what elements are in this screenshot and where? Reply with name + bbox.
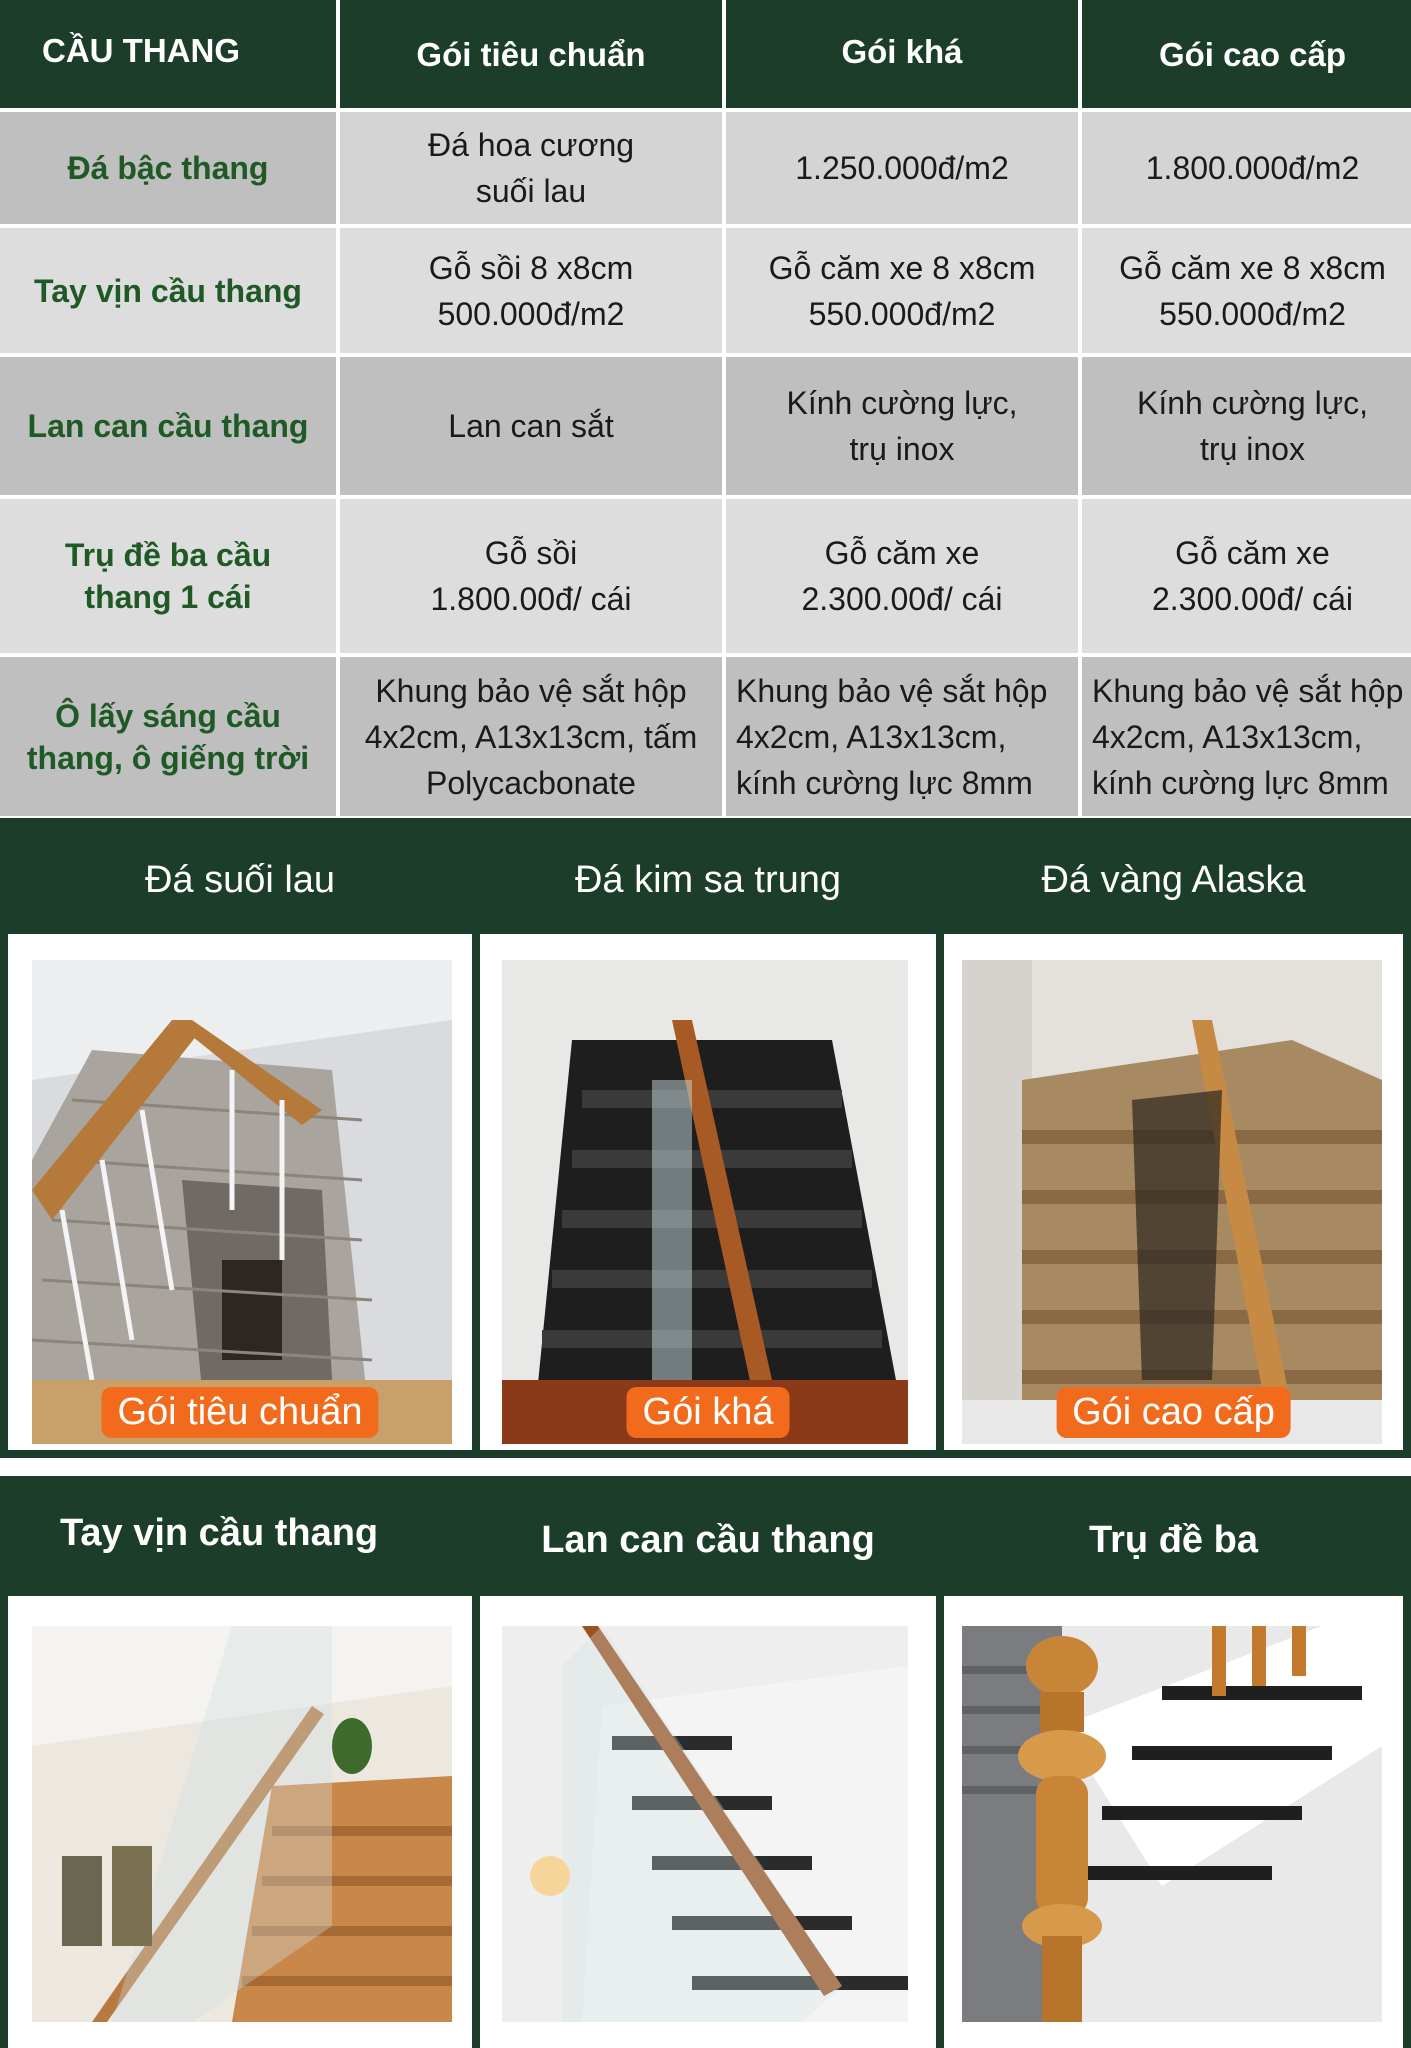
table-cell: Gỗ sồi 8 x8cm 500.000đ/m2: [340, 228, 722, 353]
row-label-skylight: Ô lấy sáng cầu thang, ô giếng trời: [0, 657, 336, 816]
gallery-card: [480, 826, 936, 1450]
gallery-card: [944, 1484, 1403, 2048]
table-cell: Lan can sắt: [340, 357, 722, 495]
railing-photo: [502, 1626, 908, 2022]
row-label-railing: Lan can cầu thang: [0, 357, 336, 495]
row-label-newel-post: Trụ đề ba cầu thang 1 cái: [0, 499, 336, 653]
price-table: [0, 0, 1411, 801]
stair-photo-granite: [32, 960, 452, 1444]
table-cell: Kính cường lực, trụ inox: [1082, 357, 1411, 495]
gallery-card: [8, 1484, 472, 2048]
gallery-card-title: Tay vịn cầu thang: [8, 1484, 472, 1596]
gallery-card-title: Đá vàng Alaska: [944, 826, 1403, 934]
table-header-stairs: CẦU THANG: [0, 0, 336, 108]
package-badge-good: Gói khá: [627, 1387, 790, 1438]
table-header-premium: Gói cao cấp: [1082, 0, 1411, 108]
gallery-card-title: Trụ đề ba: [944, 1484, 1403, 1596]
gallery-card-title: Lan can cầu thang: [480, 1484, 936, 1596]
row-label-handrail: Tay vịn cầu thang: [0, 228, 336, 353]
gallery-card: [8, 826, 472, 1450]
package-badge-standard: Gói tiêu chuẩn: [101, 1387, 378, 1438]
table-cell: Khung bảo vệ sắt hộp 4x2cm, A13x13cm, kính cường lực 8mm: [1082, 657, 1411, 816]
gallery-card-title: Đá kim sa trung: [480, 826, 936, 934]
table-cell: 1.800.000đ/m2: [1082, 112, 1411, 224]
parts-gallery: [0, 1476, 1411, 2048]
stair-photo-alaska-granite: [962, 960, 1382, 1444]
table-cell: Khung bảo vệ sắt hộp 4x2cm, A13x13cm, tấm Polycacbonate: [340, 657, 722, 816]
table-cell: Đá hoa cương suối lau: [340, 112, 722, 224]
table-header-good: Gói khá: [726, 0, 1078, 108]
table-cell: Kính cường lực, trụ inox: [726, 357, 1078, 495]
table-cell: 1.250.000đ/m2: [726, 112, 1078, 224]
handrail-photo: [32, 1626, 452, 2022]
gallery-card: [944, 826, 1403, 1450]
row-label-stone-step: Đá bậc thang: [0, 112, 336, 224]
package-badge-premium: Gói cao cấp: [1056, 1387, 1291, 1438]
gallery-card-title: Đá suối lau: [8, 826, 472, 934]
newel-post-photo: [962, 1626, 1382, 2022]
table-cell: Gỗ căm xe 2.300.00đ/ cái: [1082, 499, 1411, 653]
table-cell: Gỗ căm xe 8 x8cm 550.000đ/m2: [1082, 228, 1411, 353]
stone-gallery: [0, 818, 1411, 1458]
table-cell: Gỗ sồi 1.800.00đ/ cái: [340, 499, 722, 653]
table-cell: Gỗ căm xe 8 x8cm 550.000đ/m2: [726, 228, 1078, 353]
table-cell: Gỗ căm xe 2.300.00đ/ cái: [726, 499, 1078, 653]
gallery-card: [480, 1484, 936, 2048]
table-header-standard: Gói tiêu chuẩn: [340, 0, 722, 108]
stair-photo-black-granite: [502, 960, 908, 1444]
table-cell: Khung bảo vệ sắt hộp 4x2cm, A13x13cm, kính cường lực 8mm: [726, 657, 1078, 816]
